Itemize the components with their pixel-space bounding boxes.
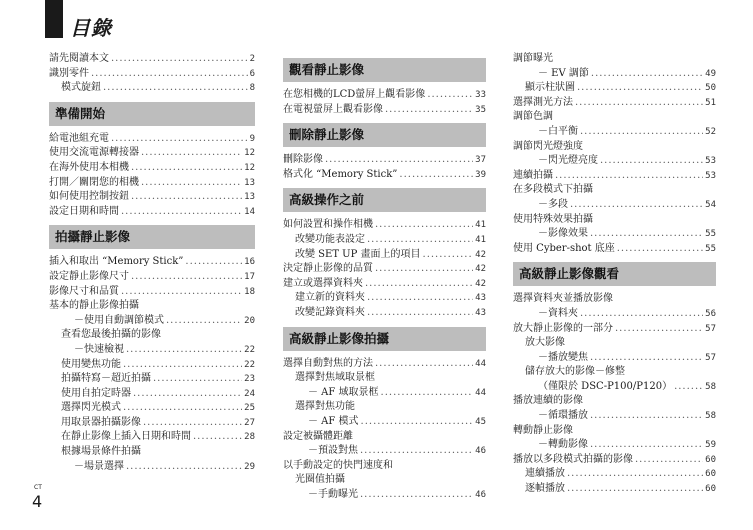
dot-leader [590, 227, 703, 242]
toc-entry-page: 41 [475, 234, 486, 245]
toc-entry-title: 調節閃光燈強度 [513, 140, 583, 152]
toc-entry-title: － EV 調節 [538, 67, 589, 79]
dot-leader [131, 161, 242, 176]
toc-entry[interactable] [513, 438, 716, 453]
toc-entry-title: 建立或選擇資料夾 [283, 277, 363, 289]
dot-leader [360, 488, 473, 503]
toc-entry-title: 播放以多段模式拍攝的影像 [513, 453, 633, 465]
toc-entry-page: 54 [705, 199, 716, 210]
toc-entry[interactable] [49, 81, 255, 96]
toc-entry-title: 選擇對焦域取景框 [295, 372, 375, 384]
toc-entry[interactable] [283, 459, 486, 474]
toc-entry[interactable] [49, 176, 255, 191]
toc-entry-page: 14 [244, 206, 255, 217]
toc-entry[interactable] [283, 473, 486, 488]
toc-entry-page: 29 [244, 461, 255, 472]
toc-entry-title: －播放變焦 [538, 351, 588, 363]
toc-entry-page: 12 [244, 148, 255, 159]
toc-entry[interactable] [283, 291, 486, 306]
toc-entry-title: 轉動靜止影像 [513, 424, 573, 436]
toc-entry-page: 46 [475, 489, 486, 500]
toc-entry-page: 45 [475, 416, 486, 427]
dot-leader [674, 380, 703, 395]
section-header: 拍攝靜止影像 [49, 225, 255, 249]
toc-entry-page: 43 [475, 307, 486, 318]
toc-column-2 [283, 52, 486, 502]
toc-entry[interactable] [49, 205, 255, 220]
dot-leader [141, 176, 242, 191]
toc-entry[interactable] [513, 169, 716, 184]
toc-entry-title: 使用 Cyber-shot 底座 [513, 242, 615, 254]
dot-leader [635, 453, 703, 468]
toc-entry-title: 請先閱讀本文 [49, 53, 109, 64]
toc-entry-page: 50 [705, 83, 716, 94]
toc-entry-page: 53 [705, 156, 716, 167]
dot-leader [555, 169, 703, 184]
dot-leader [590, 438, 703, 453]
toc-entry-page: 37 [475, 155, 486, 166]
toc-entry[interactable] [513, 351, 716, 366]
toc-entry[interactable] [49, 285, 255, 300]
toc-entry-page: 57 [705, 323, 716, 334]
toc-entry-page: 56 [705, 308, 716, 319]
toc-entry[interactable] [283, 444, 486, 459]
toc-entry-title: 在您相機的LCD螢屏上觀看影像 [283, 89, 426, 100]
toc-entry-title: 如何使用控制按鈕 [49, 191, 129, 203]
dot-leader [193, 430, 242, 445]
toc-entry-title: 如何設置和操作相機 [283, 219, 373, 231]
toc-entry-page: 23 [244, 374, 255, 385]
dot-leader [399, 168, 473, 183]
toc-entry-page: 27 [244, 417, 255, 428]
dot-leader [591, 67, 703, 82]
toc-entry-title: 選擇閃光模式 [61, 402, 121, 414]
toc-entry-title: 播放連續的影像 [513, 395, 583, 407]
toc-entry-title: 以手動設定的快門速度和 [283, 459, 393, 471]
toc-entry[interactable] [49, 358, 255, 373]
toc-entry-page: 43 [475, 293, 486, 304]
dot-leader [590, 351, 703, 366]
dot-leader [367, 233, 473, 248]
toc-entry-title: －快速檢視 [74, 343, 124, 355]
toc-entry-title: 放大影像 [525, 337, 565, 349]
toc-entry-title: 模式旋鈕 [61, 82, 101, 94]
toc-entry-page: 41 [475, 220, 486, 231]
toc-entry-title: 插入和取出 “Memory Stick” [49, 256, 184, 268]
toc-entry-title: 選擇自動對焦的方法 [283, 357, 373, 369]
toc-entry[interactable] [49, 299, 255, 314]
toc-entry[interactable] [49, 67, 255, 82]
toc-entry[interactable] [49, 460, 255, 475]
toc-entry[interactable] [513, 198, 716, 213]
toc-entry-title: －資料夾 [538, 307, 578, 319]
dot-leader [123, 401, 242, 416]
toc-entry-page: 18 [244, 286, 255, 297]
toc-entry[interactable] [49, 255, 255, 270]
toc-entry-page: 49 [705, 68, 716, 79]
toc-entry-page: 20 [244, 315, 255, 326]
dot-leader [325, 153, 473, 168]
toc-entry[interactable] [513, 110, 716, 125]
toc-entry-title: －循環播放 [538, 410, 588, 422]
toc-entry-page: 2 [249, 54, 255, 64]
toc-entry-title: －白平衡 [538, 125, 578, 137]
toc-entry[interactable] [513, 307, 716, 322]
dot-leader [126, 343, 242, 358]
toc-entry-page: 22 [244, 344, 255, 355]
toc-entry-title: －閃光燈亮度 [538, 155, 598, 167]
toc-entry-title: 逐幀播放 [525, 483, 565, 495]
toc-entry[interactable] [49, 190, 255, 205]
section-header: 高級操作之前 [283, 188, 486, 212]
toc-entry-page: 60 [705, 454, 716, 465]
toc-entry-title: 拍攝特寫－超近拍攝 [61, 373, 151, 385]
section-header: 觀看靜止影像 [283, 58, 486, 82]
toc-entry-title: （僅限於 DSC-P100/P120） [538, 380, 673, 392]
toc-entry-page: 39 [475, 169, 486, 180]
toc-entry[interactable] [513, 424, 716, 439]
dot-leader [91, 67, 248, 82]
toc-entry-title: 設定日期和時間 [49, 205, 119, 217]
toc-entry-title: 改變功能表設定 [295, 233, 365, 245]
toc-entry-title: －場景選擇 [74, 460, 124, 472]
chapter-tab-marker [45, 0, 63, 38]
toc-entry[interactable] [513, 380, 716, 395]
section-header: 高級靜止影像觀看 [513, 262, 716, 286]
toc-entry-page: 33 [475, 90, 486, 100]
toc-entry-page: 60 [705, 469, 716, 480]
dot-leader [615, 322, 703, 337]
toc-entry-page: 55 [705, 229, 716, 240]
toc-entry[interactable] [283, 233, 486, 248]
toc-entry[interactable] [283, 430, 486, 445]
toc-entry[interactable] [513, 242, 716, 257]
dot-leader [567, 467, 703, 482]
toc-entry-page: 42 [475, 278, 486, 289]
dot-leader [570, 198, 703, 213]
toc-entry-page: 46 [475, 446, 486, 457]
toc-entry-title: －預設對焦 [308, 445, 358, 457]
toc-entry-page: 42 [475, 264, 486, 275]
toc-entry-page: 35 [475, 104, 486, 115]
toc-entry-page: 42 [475, 249, 486, 260]
toc-column-1 [49, 52, 255, 474]
toc-entry-title: 用取景器拍攝影像 [61, 416, 141, 428]
toc-entry[interactable] [283, 415, 486, 430]
toc-entry-title: 選擇測光方法 [513, 96, 573, 108]
toc-entry-title: 打開／關閉您的相機 [49, 176, 139, 188]
toc-entry-title: －多段 [538, 198, 568, 210]
toc-entry-page: 24 [244, 388, 255, 399]
dot-leader [141, 146, 242, 161]
toc-entry-page: 9 [249, 133, 255, 144]
toc-entry-title: 使用交流電源轉接器 [49, 147, 139, 159]
page-number: 4 [32, 492, 43, 511]
toc-entry[interactable] [513, 365, 716, 380]
toc-entry-title: 放大靜止影像的一部分 [513, 322, 613, 334]
toc-entry[interactable] [513, 467, 716, 482]
toc-entry[interactable] [283, 218, 486, 233]
dot-leader [600, 154, 703, 169]
toc-entry-title: 使用變焦功能 [61, 358, 121, 370]
language-code: CT [34, 484, 42, 491]
toc-entry-title: 連續拍攝 [513, 169, 553, 181]
toc-entry-page: 58 [705, 411, 716, 422]
toc-entry[interactable] [49, 146, 255, 161]
dot-leader [423, 248, 474, 263]
dot-leader [375, 357, 473, 372]
toc-entry[interactable] [49, 430, 255, 445]
toc-entry[interactable] [49, 445, 255, 460]
toc-entry-title: 儲存放大的影像－修整 [525, 366, 625, 378]
toc-entry[interactable] [49, 372, 255, 387]
toc-entry[interactable] [513, 81, 716, 96]
toc-entry-page: 53 [705, 170, 716, 181]
toc-entry-page: 44 [475, 387, 486, 398]
toc-entry-title: 在多段模式下拍攝 [513, 184, 593, 196]
toc-entry-title: 設定被攝體距離 [283, 430, 353, 442]
toc-entry-title: 調節曝光 [513, 53, 553, 64]
dot-leader [567, 482, 703, 497]
toc-entry-title: 使用特殊效果拍攝 [513, 213, 593, 225]
dot-leader [123, 358, 242, 373]
toc-entry-page: 25 [244, 403, 255, 414]
toc-entry[interactable] [283, 168, 486, 183]
toc-entry[interactable] [513, 52, 716, 67]
dot-leader [131, 270, 242, 285]
toc-entry-title: 設定靜止影像尺寸 [49, 270, 129, 282]
toc-entry-title: 使用自拍定時器 [61, 387, 131, 399]
toc-entry-title: 刪除影像 [283, 154, 323, 166]
toc-entry[interactable] [283, 248, 486, 263]
toc-entry-title: 給電池組充電 [49, 132, 109, 144]
toc-entry-title: 影像尺寸和品質 [49, 285, 119, 297]
toc-entry-title: 格式化 “Memory Stick” [283, 168, 398, 180]
toc-entry[interactable] [283, 153, 486, 168]
toc-entry-page: 28 [244, 432, 255, 443]
dot-leader [111, 52, 248, 67]
dot-leader [381, 386, 474, 401]
toc-entry-title: 在電視螢屏上觀看影像 [283, 103, 383, 115]
toc-entry-title: －手動曝光 [308, 488, 358, 500]
toc-entry[interactable] [513, 125, 716, 140]
toc-entry[interactable] [49, 343, 255, 358]
toc-entry-page: 51 [705, 97, 716, 108]
toc-entry-title: 識別零件 [49, 67, 89, 79]
toc-entry[interactable] [283, 262, 486, 277]
dot-leader [367, 291, 473, 306]
toc-entry[interactable] [513, 154, 716, 169]
toc-entry-page: 17 [244, 271, 255, 282]
toc-entry-title: 選擇對焦功能 [295, 401, 355, 413]
toc-entry-page: 57 [705, 352, 716, 363]
toc-entry-title: 選擇資料夾並播放影像 [513, 293, 613, 305]
toc-entry-title: 在海外使用本相機 [49, 161, 129, 173]
toc-entry-title: 改變 SET UP 畫面上的項目 [295, 248, 421, 260]
section-header: 高級靜止影像拍攝 [283, 327, 486, 351]
dot-leader [121, 285, 242, 300]
page-title: 目錄 [70, 16, 112, 40]
toc-entry-page: 22 [244, 359, 255, 370]
toc-entry-title: －轉動影像 [538, 439, 588, 451]
section-header: 準備開始 [49, 102, 255, 126]
toc-entry-title: 光圈值拍攝 [295, 474, 345, 486]
toc-entry-title: 調節色調 [513, 111, 553, 123]
toc-entry[interactable] [283, 371, 486, 386]
section-header: 刪除靜止影像 [283, 123, 486, 147]
dot-leader [111, 132, 248, 147]
toc-entry[interactable] [49, 401, 255, 416]
toc-entry[interactable] [513, 213, 716, 228]
toc-entry-page: 8 [249, 83, 255, 94]
toc-entry-title: 查看您最後拍攝的影像 [61, 329, 161, 341]
toc-entry-title: － AF 域取景框 [308, 386, 379, 398]
dot-leader [133, 387, 242, 402]
toc-entry[interactable] [513, 227, 716, 242]
toc-entry-page: 44 [475, 358, 486, 369]
dot-leader [580, 125, 703, 140]
dot-leader [375, 218, 473, 233]
toc-entry[interactable] [49, 328, 255, 343]
dot-leader [575, 96, 703, 111]
toc-entry-page: 16 [244, 257, 255, 268]
toc-entry[interactable] [283, 103, 486, 118]
toc-entry-title: 決定靜止影像的品質 [283, 263, 373, 275]
dot-leader [367, 306, 473, 321]
toc-entry-title: 基本的靜止影像拍攝 [49, 300, 139, 312]
toc-entry[interactable] [513, 67, 716, 82]
dot-leader [361, 415, 474, 430]
toc-entry-title: 在靜止影像上插入日期和時間 [61, 431, 191, 443]
toc-entry-page: 13 [244, 177, 255, 188]
toc-entry-page: 59 [705, 440, 716, 451]
toc-entry[interactable] [513, 336, 716, 351]
toc-entry-title: －影像效果 [538, 228, 588, 240]
toc-entry[interactable] [49, 161, 255, 176]
dot-leader [143, 416, 242, 431]
dot-leader [365, 277, 473, 292]
toc-entry[interactable] [283, 88, 486, 103]
dot-leader [131, 190, 242, 205]
toc-entry[interactable] [283, 386, 486, 401]
toc-entry-title: 顯示柱狀圖 [525, 82, 575, 94]
toc-entry-title: 改變記錄資料夾 [295, 306, 365, 318]
toc-entry[interactable] [513, 183, 716, 198]
toc-entry[interactable] [513, 292, 716, 307]
dot-leader [360, 444, 473, 459]
toc-entry[interactable] [513, 482, 716, 497]
toc-entry[interactable] [513, 96, 716, 111]
toc-entry[interactable] [283, 306, 486, 321]
toc-entry[interactable] [49, 387, 255, 402]
dot-leader [153, 372, 242, 387]
toc-entry[interactable] [49, 270, 255, 285]
toc-entry[interactable] [49, 314, 255, 329]
toc-entry-page: 6 [249, 68, 255, 79]
toc-entry[interactable] [513, 140, 716, 155]
toc-entry[interactable] [283, 488, 486, 503]
toc-entry-page: 52 [705, 126, 716, 137]
dot-leader [385, 103, 473, 118]
dot-leader [121, 205, 242, 220]
toc-entry-page: 58 [705, 381, 716, 392]
dot-leader [166, 314, 242, 329]
dot-leader [375, 262, 473, 277]
toc-entry-title: － AF 模式 [308, 415, 359, 427]
toc-entry[interactable] [283, 357, 486, 372]
toc-entry-title: 建立新的資料夾 [295, 292, 365, 304]
toc-entry[interactable] [49, 52, 255, 67]
dot-leader [590, 409, 703, 424]
toc-entry[interactable] [513, 409, 716, 424]
dot-leader [617, 242, 703, 257]
toc-entry[interactable] [513, 453, 716, 468]
toc-entry[interactable] [49, 416, 255, 431]
toc-entry-title: 連續播放 [525, 468, 565, 480]
toc-entry[interactable] [283, 400, 486, 415]
toc-column-3 [513, 52, 716, 497]
toc-entry-page: 13 [244, 192, 255, 203]
dot-leader [427, 88, 473, 103]
toc-entry[interactable] [49, 132, 255, 147]
dot-leader [577, 81, 703, 96]
toc-entry-title: －使用自動調節模式 [74, 314, 164, 326]
toc-entry[interactable] [283, 277, 486, 292]
toc-entry-title: 根據場景條件拍攝 [61, 446, 141, 458]
toc-entry-page: 55 [705, 243, 716, 254]
toc-entry[interactable] [513, 322, 716, 337]
toc-entry-page: 60 [705, 484, 716, 495]
toc-entry-page: 12 [244, 162, 255, 173]
dot-leader [185, 255, 242, 270]
toc-entry[interactable] [513, 394, 716, 409]
dot-leader [580, 307, 703, 322]
dot-leader [126, 460, 242, 475]
dot-leader [103, 81, 248, 96]
